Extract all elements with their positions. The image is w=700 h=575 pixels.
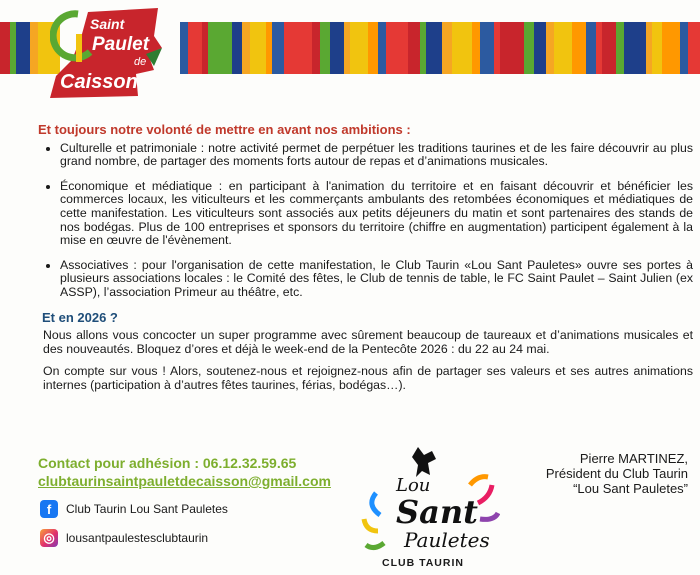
banner-stripe (180, 22, 188, 74)
banner-stripe (0, 22, 10, 74)
club-logo-line-1: Lou (396, 475, 431, 496)
banner-stripe (284, 22, 312, 74)
signature-title: Président du Club Taurin (545, 466, 688, 481)
logo-line-4: Caisson (60, 71, 138, 93)
club-logo-line-2: Sant (396, 493, 478, 531)
signature-club: “Lou Sant Pauletes” (573, 481, 688, 496)
contact-block (38, 455, 331, 489)
support-paragraph: On compte sur vous ! Alors, soutenez-nous et rejoignez-nous afin de partager ses valeurs et ses autres animations internes (participation à d’autres fêtes taurines, férias, bodégas…). (43, 364, 693, 392)
banner-stripe (378, 22, 386, 74)
banner-stripe (312, 22, 320, 74)
banner-stripe (480, 22, 494, 74)
banner-stripe (188, 22, 202, 74)
instagram-label: lousantpaulestesclubtaurin (66, 531, 209, 545)
instagram-icon: ◎ (40, 529, 58, 547)
banner-stripe (646, 22, 652, 74)
logo-line-1: Saint (90, 16, 125, 32)
banner-stripe (452, 22, 472, 74)
club-taurin-logo (360, 445, 500, 575)
banner-stripe (652, 22, 662, 74)
banner-stripe (596, 22, 602, 74)
banner-stripe (408, 22, 420, 74)
banner-stripe (350, 22, 368, 74)
ambitions-heading: Et toujours notre volonté de mettre en avant nos ambitions : (38, 122, 411, 137)
contact-phone: Contact pour adhésion : 06.12.32.59.65 (38, 455, 297, 471)
banner-stripe (586, 22, 596, 74)
logo-line-2: Paulet (92, 34, 150, 55)
banner-stripe (202, 22, 208, 74)
banner-stripe (320, 22, 330, 74)
banner-stripe (500, 22, 524, 74)
banner-stripe (494, 22, 500, 74)
main-content (38, 123, 693, 402)
facebook-icon: f (40, 500, 58, 518)
banner-stripe (232, 22, 242, 74)
banner-stripe (662, 22, 680, 74)
contact-email-link[interactable]: clubtaurinsaintpauletdecaisson@gmail.com (38, 473, 331, 489)
bullet-economique: • Économique et médiatique : en participant à l'animation du territoire et en faisant découvrir et bénéficier les commerces locaux, les viticulteurs et les commerçants ambulants des retombées économiques et médiatiques de cette manifestation. Les viticulteurs sont associés aux petits déjeuners du matin et sont partenaires des stands de nos bodégas. Plus de 100 entreprises et sponsors du territoire (chiffre en augmentation) participent également à la mise en œuvre de l'évènement. (60, 180, 693, 248)
instagram-row[interactable] (40, 529, 208, 547)
program-paragraph: Nous allons vous concocter un super programme avec sûrement beaucoup de taureaux et d’animations musicales et des nouveautés. Bloquez d’ores et déjà le week-end de la Pentecôte 2026 : du 22 au 24 mai. (43, 328, 693, 356)
year-heading: Et en 2026 ? (42, 309, 118, 325)
banner-stripe (266, 22, 272, 74)
banner-stripe (554, 22, 572, 74)
banner-stripe (624, 22, 646, 74)
banner-stripe (368, 22, 378, 74)
ambitions-list (38, 142, 693, 300)
club-logo-caption: CLUB TAURIN (382, 557, 464, 569)
banner-stripe (534, 22, 546, 74)
banner-stripe (602, 22, 616, 74)
club-logo-line-3: Pauletes (404, 528, 490, 552)
banner-stripe (472, 22, 480, 74)
banner-stripe (242, 22, 250, 74)
banner-stripe (524, 22, 534, 74)
banner-stripe (16, 22, 30, 74)
banner-stripe (688, 22, 700, 74)
bullet-culturelle: • Culturelle et patrimoniale : notre activité permet de perpétuer les traditions taurines et de les faire découvrir au plus grand nombre, de partager des moments forts autour de repas et d’animations musicales. (60, 142, 693, 169)
banner-stripe (272, 22, 284, 74)
facebook-label: Club Taurin Lou Sant Pauletes (66, 502, 228, 516)
banner-stripe (330, 22, 344, 74)
banner-stripe (680, 22, 688, 74)
banner-stripe (10, 22, 16, 74)
banner-stripe (420, 22, 426, 74)
banner-stripe (250, 22, 266, 74)
saint-paulet-logo (50, 4, 162, 100)
banner-stripe (386, 22, 408, 74)
banner-stripe (442, 22, 452, 74)
signature-name: Pierre MARTINEZ, (579, 451, 688, 466)
banner-stripe (546, 22, 554, 74)
logo-line-3: de (134, 56, 147, 68)
banner-stripe (208, 22, 232, 74)
banner-stripe (426, 22, 442, 74)
banner-stripe (30, 22, 38, 74)
banner-stripe (344, 22, 350, 74)
facebook-row[interactable] (40, 500, 228, 518)
banner-stripe (616, 22, 624, 74)
banner-stripe (572, 22, 586, 74)
signature-block (546, 451, 688, 496)
bullet-associatives: • Associatives : pour l'organisation de cette manifestation, le Club Taurin «Lou Sant Pauletes» ouvre ses portes à plusieurs associations locales : le Comité des fêtes, le Club de tennis de table, le FC Saint Paulet – Saint Julien (ex ASSP), l’association Primeur au théâtre, etc. (60, 259, 693, 300)
